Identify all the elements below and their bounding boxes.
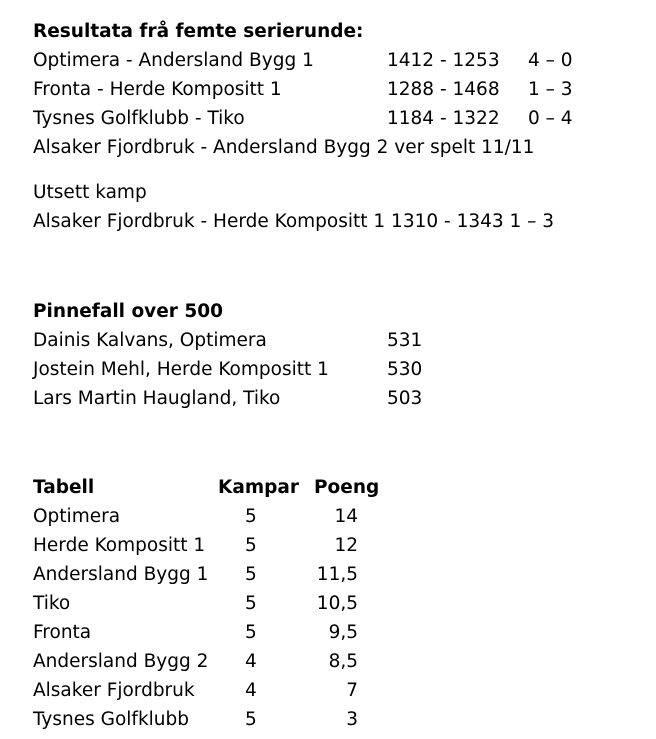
team-games: 5 — [245, 506, 257, 527]
team-points: 11,5 — [316, 564, 358, 585]
player-score: 531 — [387, 330, 423, 351]
match-row — [33, 104, 573, 133]
player-score: 503 — [387, 388, 423, 409]
player-name: Dainis Kalvans, Optimera — [33, 330, 267, 351]
table-row — [33, 618, 358, 647]
team-games: 5 — [245, 593, 257, 614]
match-points: 1 – 3 — [528, 79, 573, 100]
team-points: 10,5 — [316, 593, 358, 614]
table-row — [33, 502, 358, 531]
team-name: Alsaker Fjordbruk — [33, 680, 195, 701]
table-row — [33, 589, 358, 618]
player-name: Lars Martin Haugland, Tiko — [33, 388, 281, 409]
team-name: Tysnes Golfklubb — [33, 709, 190, 730]
match-teams: Fronta - Herde Kompositt 1 — [33, 79, 282, 100]
pinfall-row — [33, 384, 423, 413]
postponed-heading: Utsett kamp — [33, 182, 147, 203]
results-heading: Resultata frå femte serierunde: — [33, 21, 364, 42]
team-points: 7 — [346, 680, 358, 701]
team-name: Andersland Bygg 2 — [33, 651, 209, 672]
team-points: 3 — [346, 709, 358, 730]
team-points: 9,5 — [328, 622, 358, 643]
match-teams: Optimera - Andersland Bygg 1 — [33, 50, 314, 71]
team-games: 5 — [245, 535, 257, 556]
table-row — [33, 705, 358, 734]
pinfall-row — [33, 326, 423, 355]
team-points: 8,5 — [328, 651, 358, 672]
player-name: Jostein Mehl, Herde Kompositt 1 — [33, 359, 329, 380]
match-teams: Tysnes Golfklubb - Tiko — [33, 108, 245, 129]
pinfall-heading: Pinnefall over 500 — [33, 301, 223, 322]
team-name: Fronta — [33, 622, 92, 643]
match-pins: 1288 - 1468 — [387, 79, 500, 100]
team-name: Herde Kompositt 1 — [33, 535, 206, 556]
team-name: Andersland Bygg 1 — [33, 564, 209, 585]
team-name: Tiko — [33, 593, 71, 614]
table-header — [33, 473, 380, 502]
postponed-match: Alsaker Fjordbruk - Herde Kompositt 1 1310 - 1343 1 – 3 — [33, 211, 555, 232]
team-points: 12 — [334, 535, 358, 556]
match-points: 4 – 0 — [528, 50, 573, 71]
table-col-points: Poeng — [314, 477, 380, 498]
table-row — [33, 647, 358, 676]
team-games: 4 — [245, 651, 257, 672]
team-name: Optimera — [33, 506, 121, 527]
match-points: 0 – 4 — [528, 108, 573, 129]
team-games: 5 — [245, 709, 257, 730]
team-games: 4 — [245, 680, 257, 701]
match-row — [33, 75, 573, 104]
team-games: 5 — [245, 564, 257, 585]
table-row — [33, 560, 358, 589]
results-note: Alsaker Fjordbruk - Andersland Bygg 2 ver spelt 11/11 — [33, 137, 535, 158]
table-heading: Tabell — [33, 477, 95, 498]
match-pins: 1412 - 1253 — [387, 50, 500, 71]
match-row — [33, 46, 573, 75]
table-row — [33, 676, 358, 705]
table-col-games: Kampar — [218, 477, 299, 498]
table-row — [33, 531, 358, 560]
team-points: 14 — [334, 506, 358, 527]
team-games: 5 — [245, 622, 257, 643]
pinfall-row — [33, 355, 423, 384]
player-score: 530 — [387, 359, 423, 380]
match-pins: 1184 - 1322 — [387, 108, 500, 129]
